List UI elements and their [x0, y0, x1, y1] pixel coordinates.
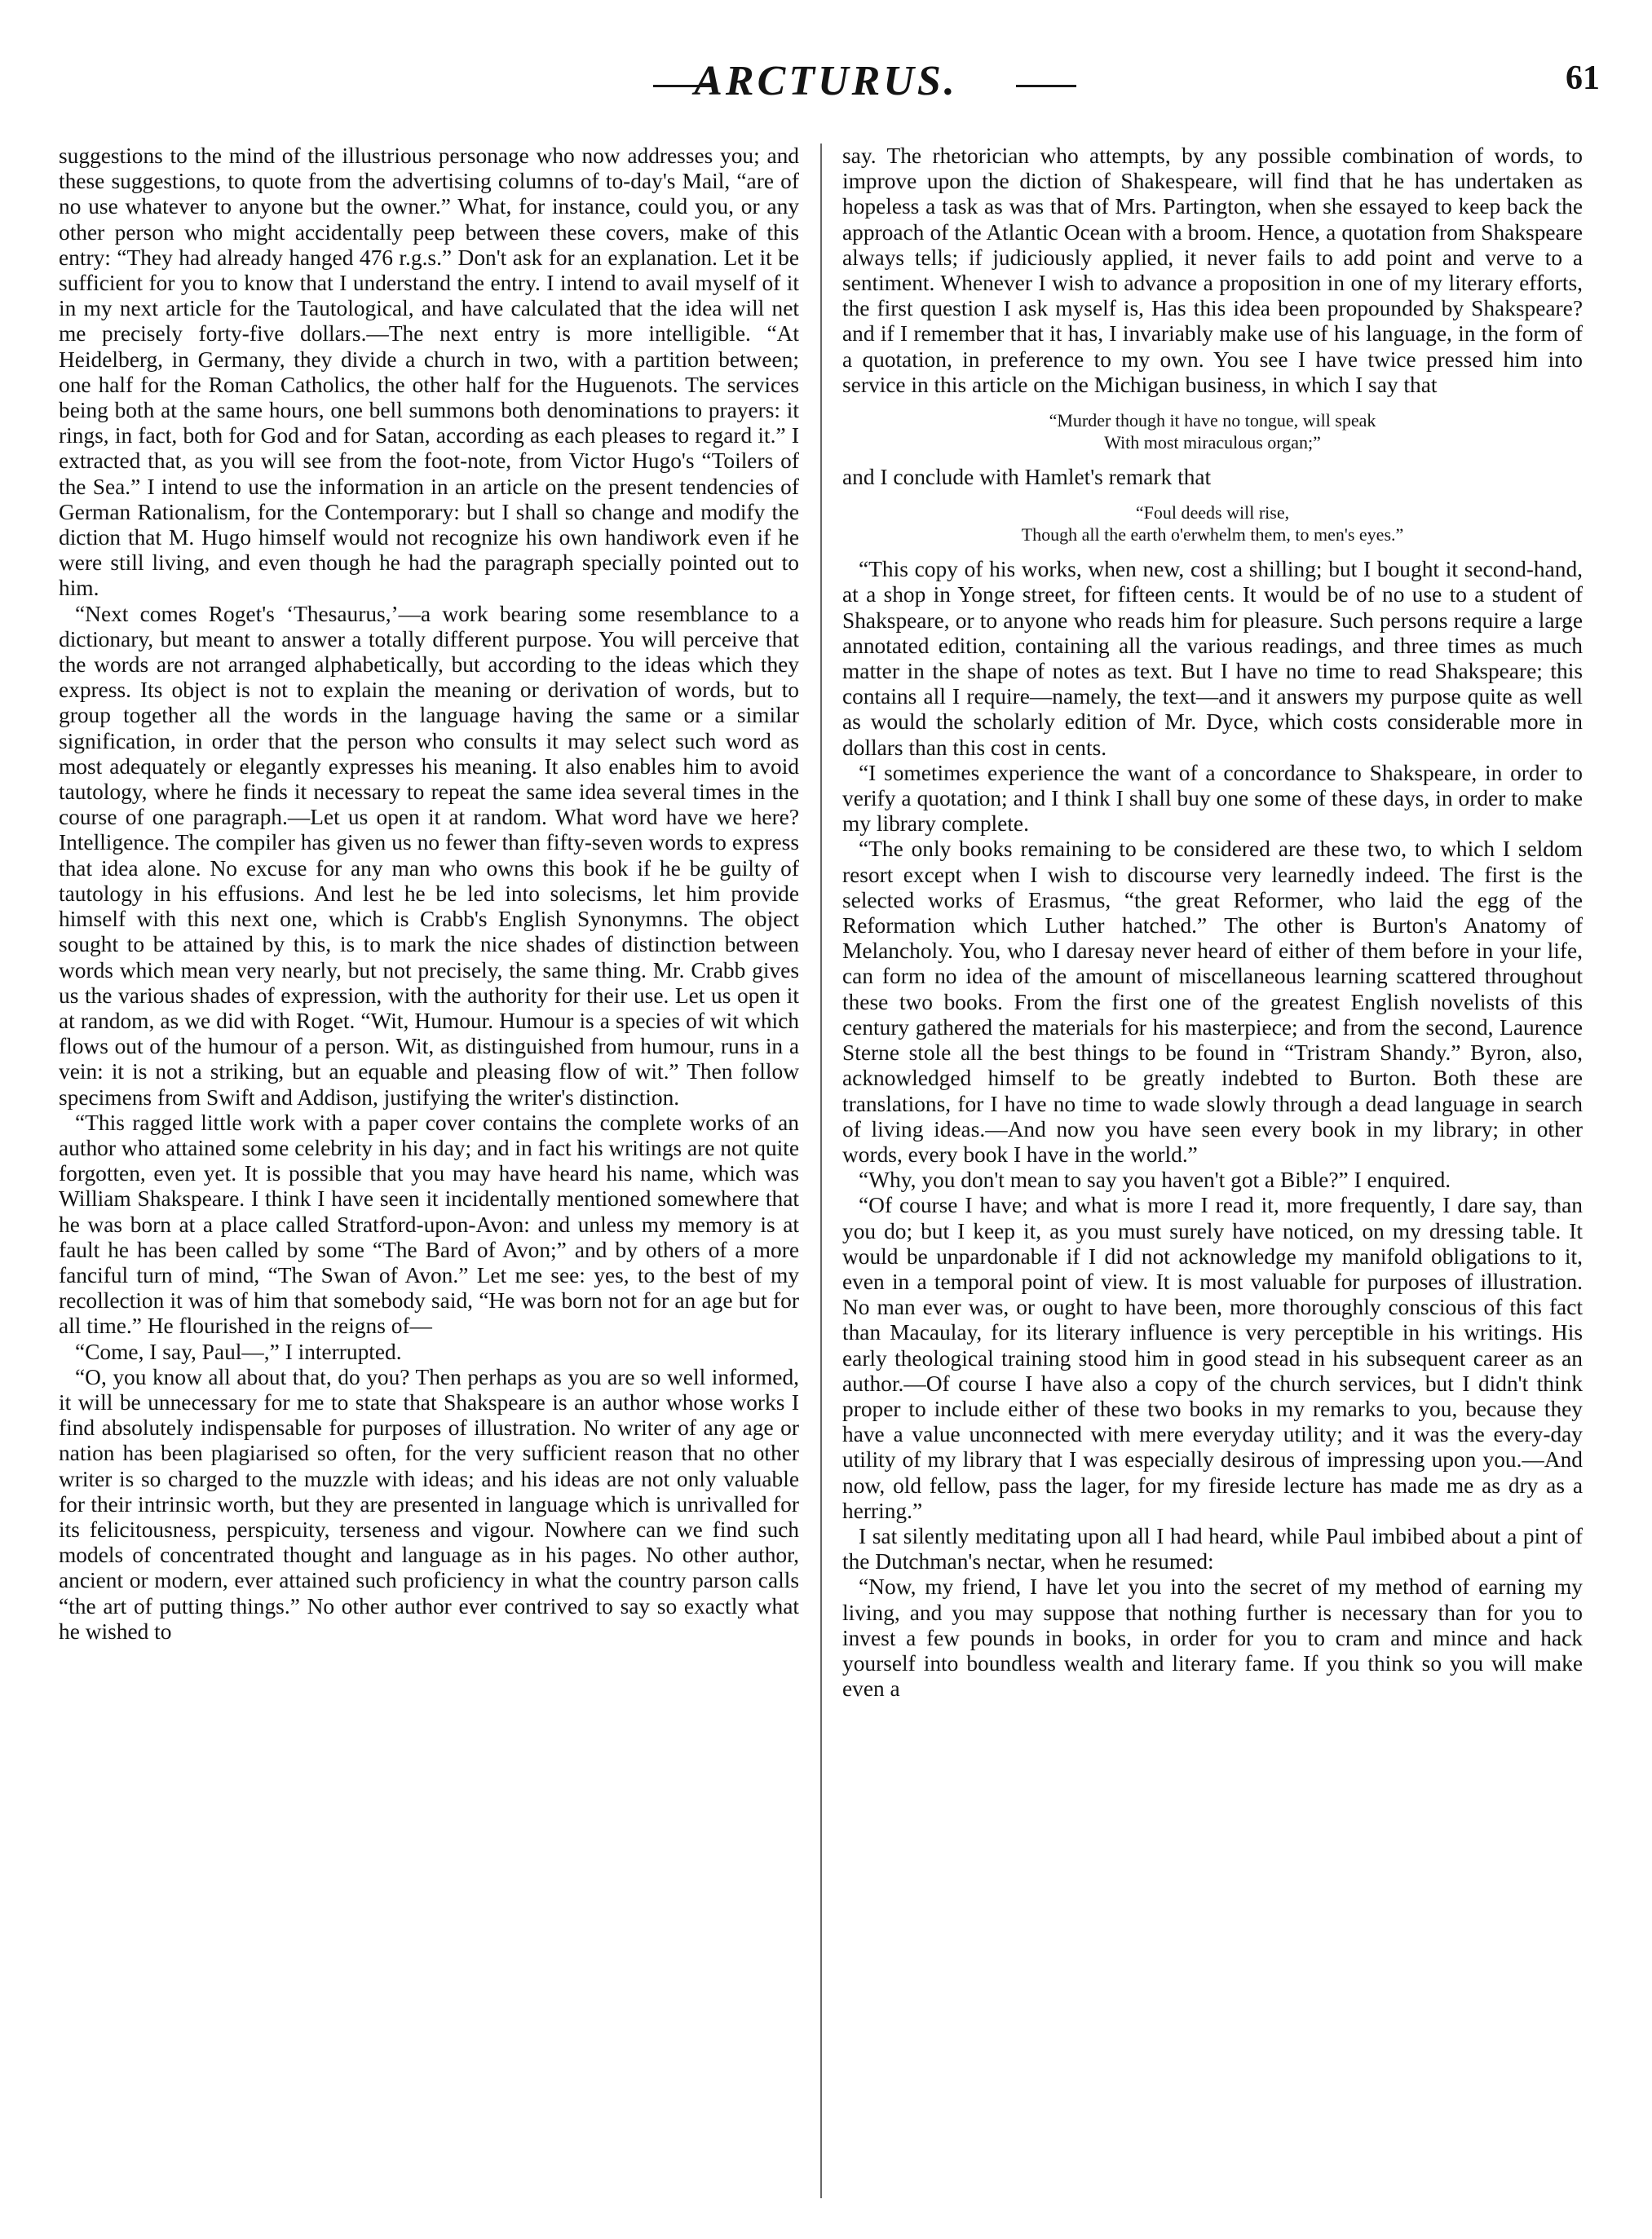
verse-quotation	[842, 409, 1583, 453]
body-paragraph: “This copy of his works, when new, cost a shilling; but I bought it second-hand, at a shop in Yonge street, for fifteen cents. It would be of no use to a student of Shakspeare, or to anyone who reads him for pleasure. Such persons require a large annotated edition, containing all the various readings, and three times as much matter in the shape of notes as text. But I have no time to read Shakspeare; this contains all I require—namely, the text—and it answers my purpose quite as well as would the scholarly edition of Mr. Dyce, which costs considerable more in dollars than this cost in cents.	[842, 557, 1583, 760]
column-divider	[820, 144, 822, 2198]
right-column	[842, 144, 1583, 1702]
body-paragraph: “Come, I say, Paul—,” I interrupted.	[75, 1339, 402, 1364]
verse-quotation	[842, 501, 1583, 545]
body-paragraph: “Now, my friend, I have let you into the secret of my method of earning my living, and you may suppose that nothing further is necessary than for you to invest a few pounds in books, in order for you to cram and mince and hack yourself into boundless wealth and literary fame. If you think so you will make even a	[842, 1574, 1583, 1702]
body-paragraph: I sat silently meditating upon all I had heard, while Paul imbibed about a pint of the Dutchman's nectar, when he resumed:	[842, 1523, 1583, 1574]
page-header	[46, 47, 1606, 121]
body-paragraph: “Of course I have; and what is more I read it, more frequently, I dare say, than you do; but I keep it, as you must surely have noticed, on my dressing table. It would be unpardonable if I did not acknowledge my manifold obligations to it, even in a temporal point of view. It is most valuable for purposes of illustration. No man ever was, or ought to have been, more thoroughly conscious of this fact than Macaulay, for its literary influence is very perceptible in his writings. His early theological training stood him in good stead in his subsequent career as an author.—Of course I have also a copy of the church services, but I didn't think proper to include either of these two books in my remarks to you, because they have a value unconnected with mere everyday utility; and it was the every-day utility of my library that I was especially desirous of impressing upon you.—And now, old fellow, pass the lager, for my fireside lecture has made me as dry as a herring.”	[842, 1193, 1583, 1523]
body-paragraph: “I sometimes experience the want of a concordance to Shakspeare, in order to verify a quotation; and I think I shall buy one some of these days, in order to make my library complete.	[842, 760, 1583, 837]
verse-line: With most miraculous organ;”	[1104, 432, 1321, 453]
header-dash-right	[1016, 85, 1076, 87]
verse-line: Though all the earth o'erwhelm them, to men's eyes.”	[1021, 524, 1404, 545]
body-paragraph: “O, you know all about that, do you? Then perhaps as you are so well informed, it will be unnecessary for me to state that Shakspeare is an author whose works I find absolutely indispensable for purposes of illustration. No writer of any age or nation has been plagiarised so often, for the very sufficient reason that no other writer is so charged to the muzzle with ideas; and his ideas are not only valuable for their intrinsic worth, but they are presented in language which is unrivalled for its felicitousness, perspicuity, terseness and vigour. Nowhere can we find such models of concentrated thought and language as in his pages. No other author, ancient or modern, ever attained such proficiency in what the country parson calls “the art of putting things.” No other author ever contrived to say so exactly what he wished to	[59, 1364, 799, 1644]
verse-line: “Murder though it have no tongue, will speak	[1049, 410, 1376, 431]
page-number: 61	[1566, 60, 1600, 97]
body-paragraph: suggestions to the mind of the illustrious personage who now addresses you; and these suggestions, to quote from the advertising columns of to-day's Mail, “are of no use whatever to anyone but the owner.” What, for instance, could you, or any other person who might accidentally peep between these covers, make of this entry: “They had already hanged 476 r.g.s.” Don't ask for an explanation. Let it be sufficient for you to know that I understand the entry. I intend to avail myself of it in my next article for the Tautological, and have calculated that the idea will net me precisely forty-five dollars.—The next entry is more intelligible. “At Heidelberg, in Germany, they divide a church in two, with a partition between; one half for the Roman Catholics, the other half for the Huguenots. The services being both at the same hours, one bell summons both denominations to prayers: it rings, in fact, both for God and for Satan, according as each pleases to regard it.” I extracted that, as you will see from the foot-note, from Victor Hugo's “Toilers of the Sea.” I intend to use the information in an article on the present tendencies of German Rationalism, for the Contemporary: but I shall so change and modify the diction that M. Hugo himself would not recognize his own handiwork even if he were still living, and even though he had the paragraph specially pointed out to him.	[59, 144, 799, 601]
body-paragraph: “This ragged little work with a paper cover contains the complete works of an author who attained some celebrity in his day; and in fact his writings are not quite forgotten, even yet. It is possible that you may have heard his name, which was William Shakspeare. I think I have seen it incidentally mentioned somewhere that he was born at a place called Stratford-upon-Avon: and unless my memory is at fault he has been called by some “The Bard of Avon;” and by others of a more fanciful turn of mind, “The Swan of Avon.” Let me see: yes, to the best of my recollection it was of him that somebody said, “He was born not for an age but for all time.” He flourished in the reigns of—	[59, 1110, 799, 1339]
body-paragraph: say. The rhetorician who attempts, by any possible combination of words, to improve upon the diction of Shakespeare, will find that he has undertaken as hopeless a task as was that of Mrs. Partington, when she essayed to keep back the approach of the Atlantic Ocean with a broom. Hence, a quotation from Shakspeare always tells; if judiciously applied, it never fails to add point and verve to a sentiment. Whenever I wish to advance a proposition in one of my literary efforts, the first question I ask myself is, Has this idea been propounded by Shakspeare? and if I remember that it has, I invariably make use of his language, in the form of a quotation, in preference to my own. You see I have twice pressed him into service in this article on the Michigan business, in which I say that	[842, 144, 1583, 397]
masthead-title: ARCTURUS.	[694, 58, 958, 104]
verse-line: “Foul deeds will rise,	[1135, 502, 1290, 523]
body-paragraph: “Why, you don't mean to say you haven't got a Bible?” I enquired.	[859, 1168, 1451, 1193]
body-paragraph: “Next comes Roget's ‘Thesaurus,’—a work bearing some resemblance to a dictionary, but meant to answer a totally different purpose. You will perceive that the words are not arranged alphabetically, but according to the ideas which they express. Its object is not to explain the meaning or derivation of words, but to group together all the words in the language having the same or a similar signification, in order that the person who consults it may select such word as most adequately or elegantly expresses his meaning. It also enables him to avoid tautology, where he finds it necessary to repeat the same idea several times in the course of one paragraph.—Let us open it at random. What word have we here? Intelligence. The compiler has given us no fewer than fifty-seven words to express that idea alone. No excuse for any man who owns this book if he be guilty of tautology in his effusions. And lest he be led into solecisms, let him provide himself with this next one, which is Crabb's English Synonymns. The object sought to be attained by this, is to mark the nice shades of distinction between words which mean very nearly, but not precisely, the same thing. Mr. Crabb gives us the various shades of expression, with the authority for their use. Let us open it at random, as we did with Roget. “Wit, Humour. Humour is a species of wit which flows out of the humour of a person. Wit, as distinguished from humour, runs in a vein: it is not a striking, but an equable and pleasing flow of wit.” Then follow specimens from Swift and Addison, justifying the writer's distinction.	[59, 601, 799, 1110]
body-paragraph: “The only books remaining to be considered are these two, to which I seldom resort except when I wish to discourse very learnedly indeed. The first is the selected works of Erasmus, “the great Reformer, who laid the egg of the Reformation which Luther hatched.” The other is Burton's Anatomy of Melancholy. You, who I daresay never heard of either of them before in your life, can form no idea of the amount of miscellaneous learning scattered throughout these two books. From the first one of the greatest English novelists of this century gathered the materials for his masterpiece; and from the second, Laurence Sterne stole all the best things to be found in “Tristram Shandy.” Byron, also, acknowledged himself to be greatly indebted to Burton. Both these are translations, for I have no time to wade slowly through a dead language in search of living ideas.—And now you have seen every book in my library; in other words, every book I have in the world.”	[842, 837, 1583, 1167]
left-column	[59, 144, 799, 1645]
body-paragraph: and I conclude with Hamlet's remark that	[842, 465, 1212, 490]
